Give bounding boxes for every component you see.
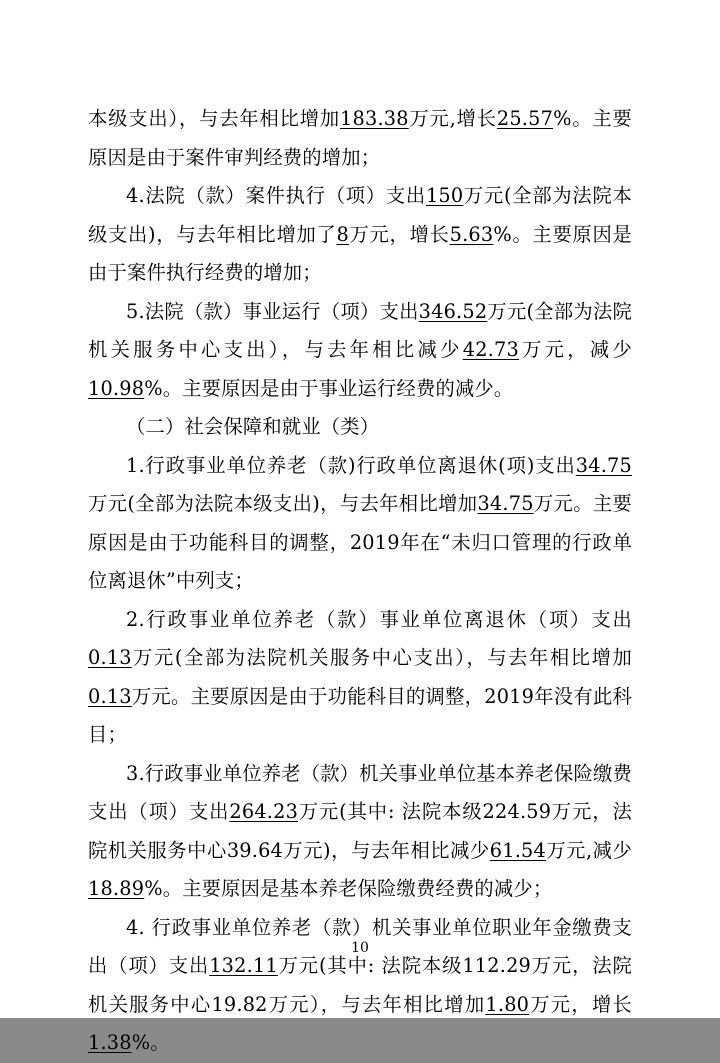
text-run: %。主要原因是基本养老保险缴费经费的减少； xyxy=(144,877,553,900)
text-run: %。主要原因是由于案件执行经费的增加； xyxy=(88,222,632,284)
text-run: 本级支出），与去年相比增加 xyxy=(88,107,341,130)
text-run: 万元，增长 xyxy=(348,222,450,246)
underlined-value: 0.13 xyxy=(88,684,132,708)
text-run: 万元(全部为法院机关服务中心支出），与去年相比增加 xyxy=(131,646,632,669)
page-body xyxy=(88,100,633,1054)
text-run: 3.行政事业单位养老（款）机关事业单位基本养老保险缴费支出（项）支出 xyxy=(88,761,632,823)
paragraph-list xyxy=(88,100,632,1063)
text-run: 万元(其中: 法院本级112.29万元，法院机关服务中心19.82万元），与去年相比增加 xyxy=(88,954,632,1016)
underlined-value: 346.52 xyxy=(418,299,488,323)
paragraph xyxy=(88,177,632,293)
text-run: 1.行政事业单位养老（款)行政单位离退休(项)支出 xyxy=(126,453,576,477)
text-run: 万元，增长 xyxy=(529,992,633,1016)
page-number: 10 xyxy=(351,940,369,956)
underlined-value: 5.63 xyxy=(449,222,494,246)
text-run: 5.法院（款）事业运行（项）支出 xyxy=(126,299,419,323)
paragraph xyxy=(88,447,632,601)
underlined-value: 1.80 xyxy=(485,992,530,1016)
underlined-value: 150 xyxy=(425,184,464,207)
text-run: 2.行政事业单位养老（款）事业单位离退休（项）支出 xyxy=(126,607,632,631)
underlined-value: 34.75 xyxy=(477,492,534,515)
underlined-value: 42.73 xyxy=(462,338,519,361)
text-run: （二）社会保障和就业（类） xyxy=(126,415,380,438)
paragraph xyxy=(88,755,632,909)
text-run: 万元，减少 xyxy=(518,338,632,361)
text-run: 万元,增长 xyxy=(408,107,497,130)
paragraph xyxy=(88,100,632,177)
text-run: %。主要原因是由于事业运行经费的减少。 xyxy=(144,376,514,400)
text-run: 万元(其中: 法院本级224.59万元，法院机关服务中心39.64万元)，与去年相比减少 xyxy=(88,800,632,862)
text-run: 万元(全部为法院机关服务中心支出），与去年相比减少 xyxy=(88,299,632,361)
text-run: 万元。主要原因是由于功能科目的调整，2019年没有此科目； xyxy=(88,684,632,746)
underlined-value: 264.23 xyxy=(229,800,299,823)
text-run: 4.法院（款）案件执行（项）支出 xyxy=(126,184,426,207)
text-run: 万元。主要原因是由于功能科目的调整，2019年在“未归口管理的行政单位离退休”中列支； xyxy=(88,492,633,592)
paragraph xyxy=(88,408,632,447)
text-run: %。主要原因是由于案件审判经费的增加； xyxy=(88,107,632,169)
underlined-value: 0.13 xyxy=(88,646,132,669)
paragraph xyxy=(88,293,632,409)
paragraph xyxy=(88,909,632,1063)
underlined-value: 34.75 xyxy=(575,453,632,477)
underlined-value: 183.38 xyxy=(340,107,409,130)
text-run: %。 xyxy=(131,1031,170,1054)
text-run: 万元,减少 xyxy=(545,838,632,862)
text-run: 4. 行政事业单位养老（款）机关事业单位职业年金缴费支出（项）支出 xyxy=(88,915,632,977)
underlined-value: 1.38 xyxy=(88,1031,132,1054)
text-run: 万元(全部为法院本级支出)，与去年相比增加 xyxy=(88,492,478,515)
paragraph xyxy=(88,601,632,755)
underlined-value: 18.89 xyxy=(88,877,145,900)
underlined-value: 132.11 xyxy=(209,954,278,977)
text-run: 万元(全部为法院本级支出)，与去年相比增加了 xyxy=(88,184,632,246)
underlined-value: 25.57 xyxy=(496,107,554,130)
underlined-value: 8 xyxy=(336,222,349,246)
underlined-value: 61.54 xyxy=(489,838,546,862)
underlined-value: 10.98 xyxy=(88,376,145,400)
